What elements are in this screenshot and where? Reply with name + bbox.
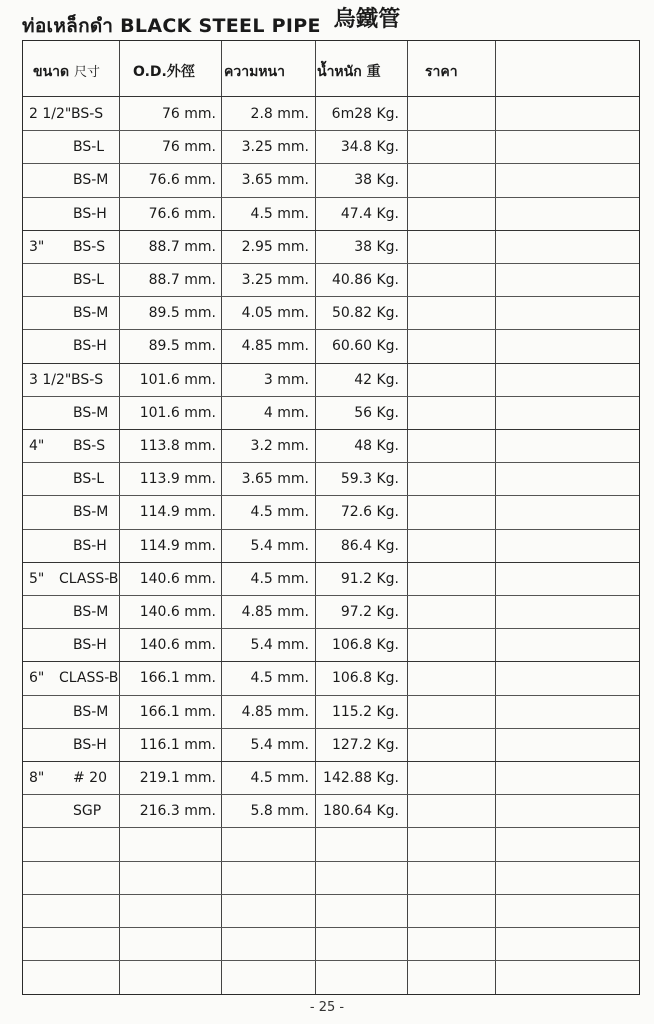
row-grade: CLASS-B	[59, 570, 119, 587]
row-weight: 60.60 Kg.	[331, 338, 399, 355]
row-grade: BS-M	[73, 305, 109, 322]
row-weight: 34.8 Kg.	[340, 139, 399, 156]
row-grade: BS-M	[73, 504, 109, 521]
row-divider	[23, 562, 639, 563]
row-od: 88.7 mm.	[148, 272, 216, 288]
row-weight: 50.82 Kg.	[331, 305, 399, 322]
row-divider	[23, 329, 639, 330]
row-grade: # 20	[73, 770, 107, 786]
row-od: 101.6 mm.	[139, 404, 216, 421]
title-chinese: 烏鐵管	[333, 7, 401, 32]
row-od: 89.5 mm.	[148, 305, 216, 322]
row-divider	[23, 495, 639, 496]
column-divider	[119, 41, 120, 994]
row-grade: BS-H	[73, 338, 107, 355]
column-divider	[221, 41, 222, 994]
row-grade: BS-S	[73, 238, 106, 255]
row-grade: BS-H	[73, 637, 107, 654]
row-weight: 106.8 Kg.	[331, 637, 399, 654]
row-thickness: 4.85 mm.	[241, 703, 309, 720]
header-size-cn: 尺寸	[73, 65, 100, 80]
row-od: 76.6 mm.	[148, 172, 216, 189]
row-grade: BS-M	[73, 404, 109, 421]
row-thickness: 5.4 mm.	[250, 736, 309, 753]
row-weight: 38 Kg.	[354, 238, 399, 255]
row-grade: BS-L	[73, 139, 105, 156]
row-divider	[23, 728, 639, 729]
row-weight: 56 Kg.	[354, 404, 399, 421]
row-size: 6"	[29, 670, 45, 687]
row-weight: 72.6 Kg.	[340, 504, 399, 521]
row-od: 76 mm.	[162, 139, 216, 156]
row-grade: BS-H	[73, 736, 107, 753]
row-od: 113.8 mm.	[139, 438, 216, 454]
row-weight: 59.3 Kg.	[340, 471, 399, 488]
row-od: 114.9 mm.	[139, 537, 216, 554]
row-size: 3 1/2"	[29, 371, 72, 388]
row-thickness: 4.5 mm.	[250, 205, 309, 222]
row-size: 4"	[29, 438, 45, 454]
row-thickness: 2.95 mm.	[241, 238, 309, 255]
row-grade: BS-M	[73, 604, 109, 620]
row-divider	[23, 761, 639, 762]
row-od: 219.1 mm.	[139, 770, 216, 786]
row-grade: CLASS-B	[59, 670, 119, 687]
row-thickness: 5.4 mm.	[250, 537, 309, 554]
row-weight: 6m28 Kg.	[331, 106, 399, 122]
row-od: 114.9 mm.	[139, 504, 216, 521]
row-divider	[23, 296, 639, 297]
row-divider	[23, 894, 639, 895]
row-size: 2 1/2"	[29, 106, 72, 122]
row-od: 140.6 mm.	[139, 604, 216, 620]
row-weight: 127.2 Kg.	[331, 736, 399, 753]
row-thickness: 2.8 mm.	[250, 106, 309, 122]
row-thickness: 4.5 mm.	[250, 670, 309, 687]
header-price: ราคา	[425, 64, 458, 80]
row-size: 3"	[29, 238, 45, 255]
row-size: 8"	[29, 770, 45, 786]
row-divider	[23, 263, 639, 264]
row-od: 76.6 mm.	[148, 205, 216, 222]
row-thickness: 4.85 mm.	[241, 604, 309, 620]
row-divider	[23, 595, 639, 596]
row-weight: 142.88 Kg.	[323, 770, 399, 786]
row-thickness: 4.5 mm.	[250, 570, 309, 587]
row-weight: 48 Kg.	[354, 438, 399, 454]
row-grade: BS-L	[73, 272, 105, 288]
row-divider	[23, 827, 639, 828]
page-title	[22, 8, 642, 42]
row-divider	[23, 661, 639, 662]
row-divider	[23, 695, 639, 696]
row-divider	[23, 163, 639, 164]
row-thickness: 4.05 mm.	[241, 305, 309, 322]
row-weight: 115.2 Kg.	[331, 703, 399, 720]
header-thickness: ความหนา	[224, 64, 285, 80]
row-thickness: 4.85 mm.	[241, 338, 309, 355]
row-od: 116.1 mm.	[139, 736, 216, 753]
row-od: 140.6 mm.	[139, 637, 216, 654]
row-divider	[23, 130, 639, 131]
row-thickness: 5.8 mm.	[250, 803, 309, 820]
row-thickness: 5.4 mm.	[250, 637, 309, 654]
row-weight: 180.64 Kg.	[323, 803, 399, 820]
row-od: 89.5 mm.	[148, 338, 216, 355]
row-thickness: 3.65 mm.	[241, 172, 309, 189]
column-divider	[315, 41, 316, 994]
row-weight: 38 Kg.	[354, 172, 399, 189]
row-weight: 47.4 Kg.	[340, 205, 399, 222]
row-weight: 40.86 Kg.	[331, 272, 399, 288]
title-thai: ท่อเหล็กดำ	[22, 15, 114, 37]
row-divider	[23, 230, 639, 231]
header-divider	[23, 96, 639, 97]
header-weight: น้ำหนัก 重	[317, 64, 381, 80]
pipe-spec-table	[22, 40, 640, 995]
column-divider	[495, 41, 496, 994]
row-od: 140.6 mm.	[139, 570, 216, 587]
row-divider	[23, 960, 639, 961]
row-thickness: 4.5 mm.	[250, 770, 309, 786]
row-thickness: 4 mm.	[263, 404, 309, 421]
header-size-thai: ขนาด	[33, 64, 70, 80]
row-od: 216.3 mm.	[139, 803, 216, 820]
row-divider	[23, 462, 639, 463]
row-od: 166.1 mm.	[139, 703, 216, 720]
row-weight: 91.2 Kg.	[340, 570, 399, 587]
row-thickness: 3.25 mm.	[241, 139, 309, 156]
row-divider	[23, 861, 639, 862]
row-grade: BS-M	[73, 703, 109, 720]
row-grade: BS-H	[73, 537, 107, 554]
row-divider	[23, 529, 639, 530]
page-number: - 25 -	[309, 1000, 345, 1015]
row-divider	[23, 628, 639, 629]
row-od: 76 mm.	[162, 106, 216, 122]
row-divider	[23, 794, 639, 795]
row-od: 101.6 mm.	[139, 371, 216, 388]
row-thickness: 3.25 mm.	[241, 272, 309, 288]
header-size	[33, 63, 100, 82]
row-od: 166.1 mm.	[139, 670, 216, 687]
row-thickness: 3.65 mm.	[241, 471, 309, 488]
row-divider	[23, 363, 639, 364]
row-od: 113.9 mm.	[139, 471, 216, 488]
row-thickness: 4.5 mm.	[250, 504, 309, 521]
row-weight: 97.2 Kg.	[340, 604, 399, 620]
row-weight: 106.8 Kg.	[331, 670, 399, 687]
row-grade: SGP	[73, 803, 102, 820]
row-size: 5"	[29, 570, 45, 587]
header-od: O.D.外徑	[133, 64, 195, 80]
row-weight: 42 Kg.	[354, 371, 399, 388]
row-divider	[23, 197, 639, 198]
row-thickness: 3.2 mm.	[250, 438, 309, 454]
row-grade: BS-S	[71, 106, 104, 122]
row-thickness: 3 mm.	[263, 371, 309, 388]
column-divider	[407, 41, 408, 994]
row-grade: BS-S	[71, 371, 104, 388]
row-grade: BS-S	[73, 438, 106, 454]
row-grade: BS-H	[73, 205, 107, 222]
row-divider	[23, 927, 639, 928]
row-weight: 86.4 Kg.	[340, 537, 399, 554]
title-english: BLACK STEEL PIPE	[120, 15, 321, 37]
row-divider	[23, 396, 639, 397]
row-grade: BS-M	[73, 172, 109, 189]
row-od: 88.7 mm.	[148, 238, 216, 255]
row-divider	[23, 429, 639, 430]
row-grade: BS-L	[73, 471, 105, 488]
